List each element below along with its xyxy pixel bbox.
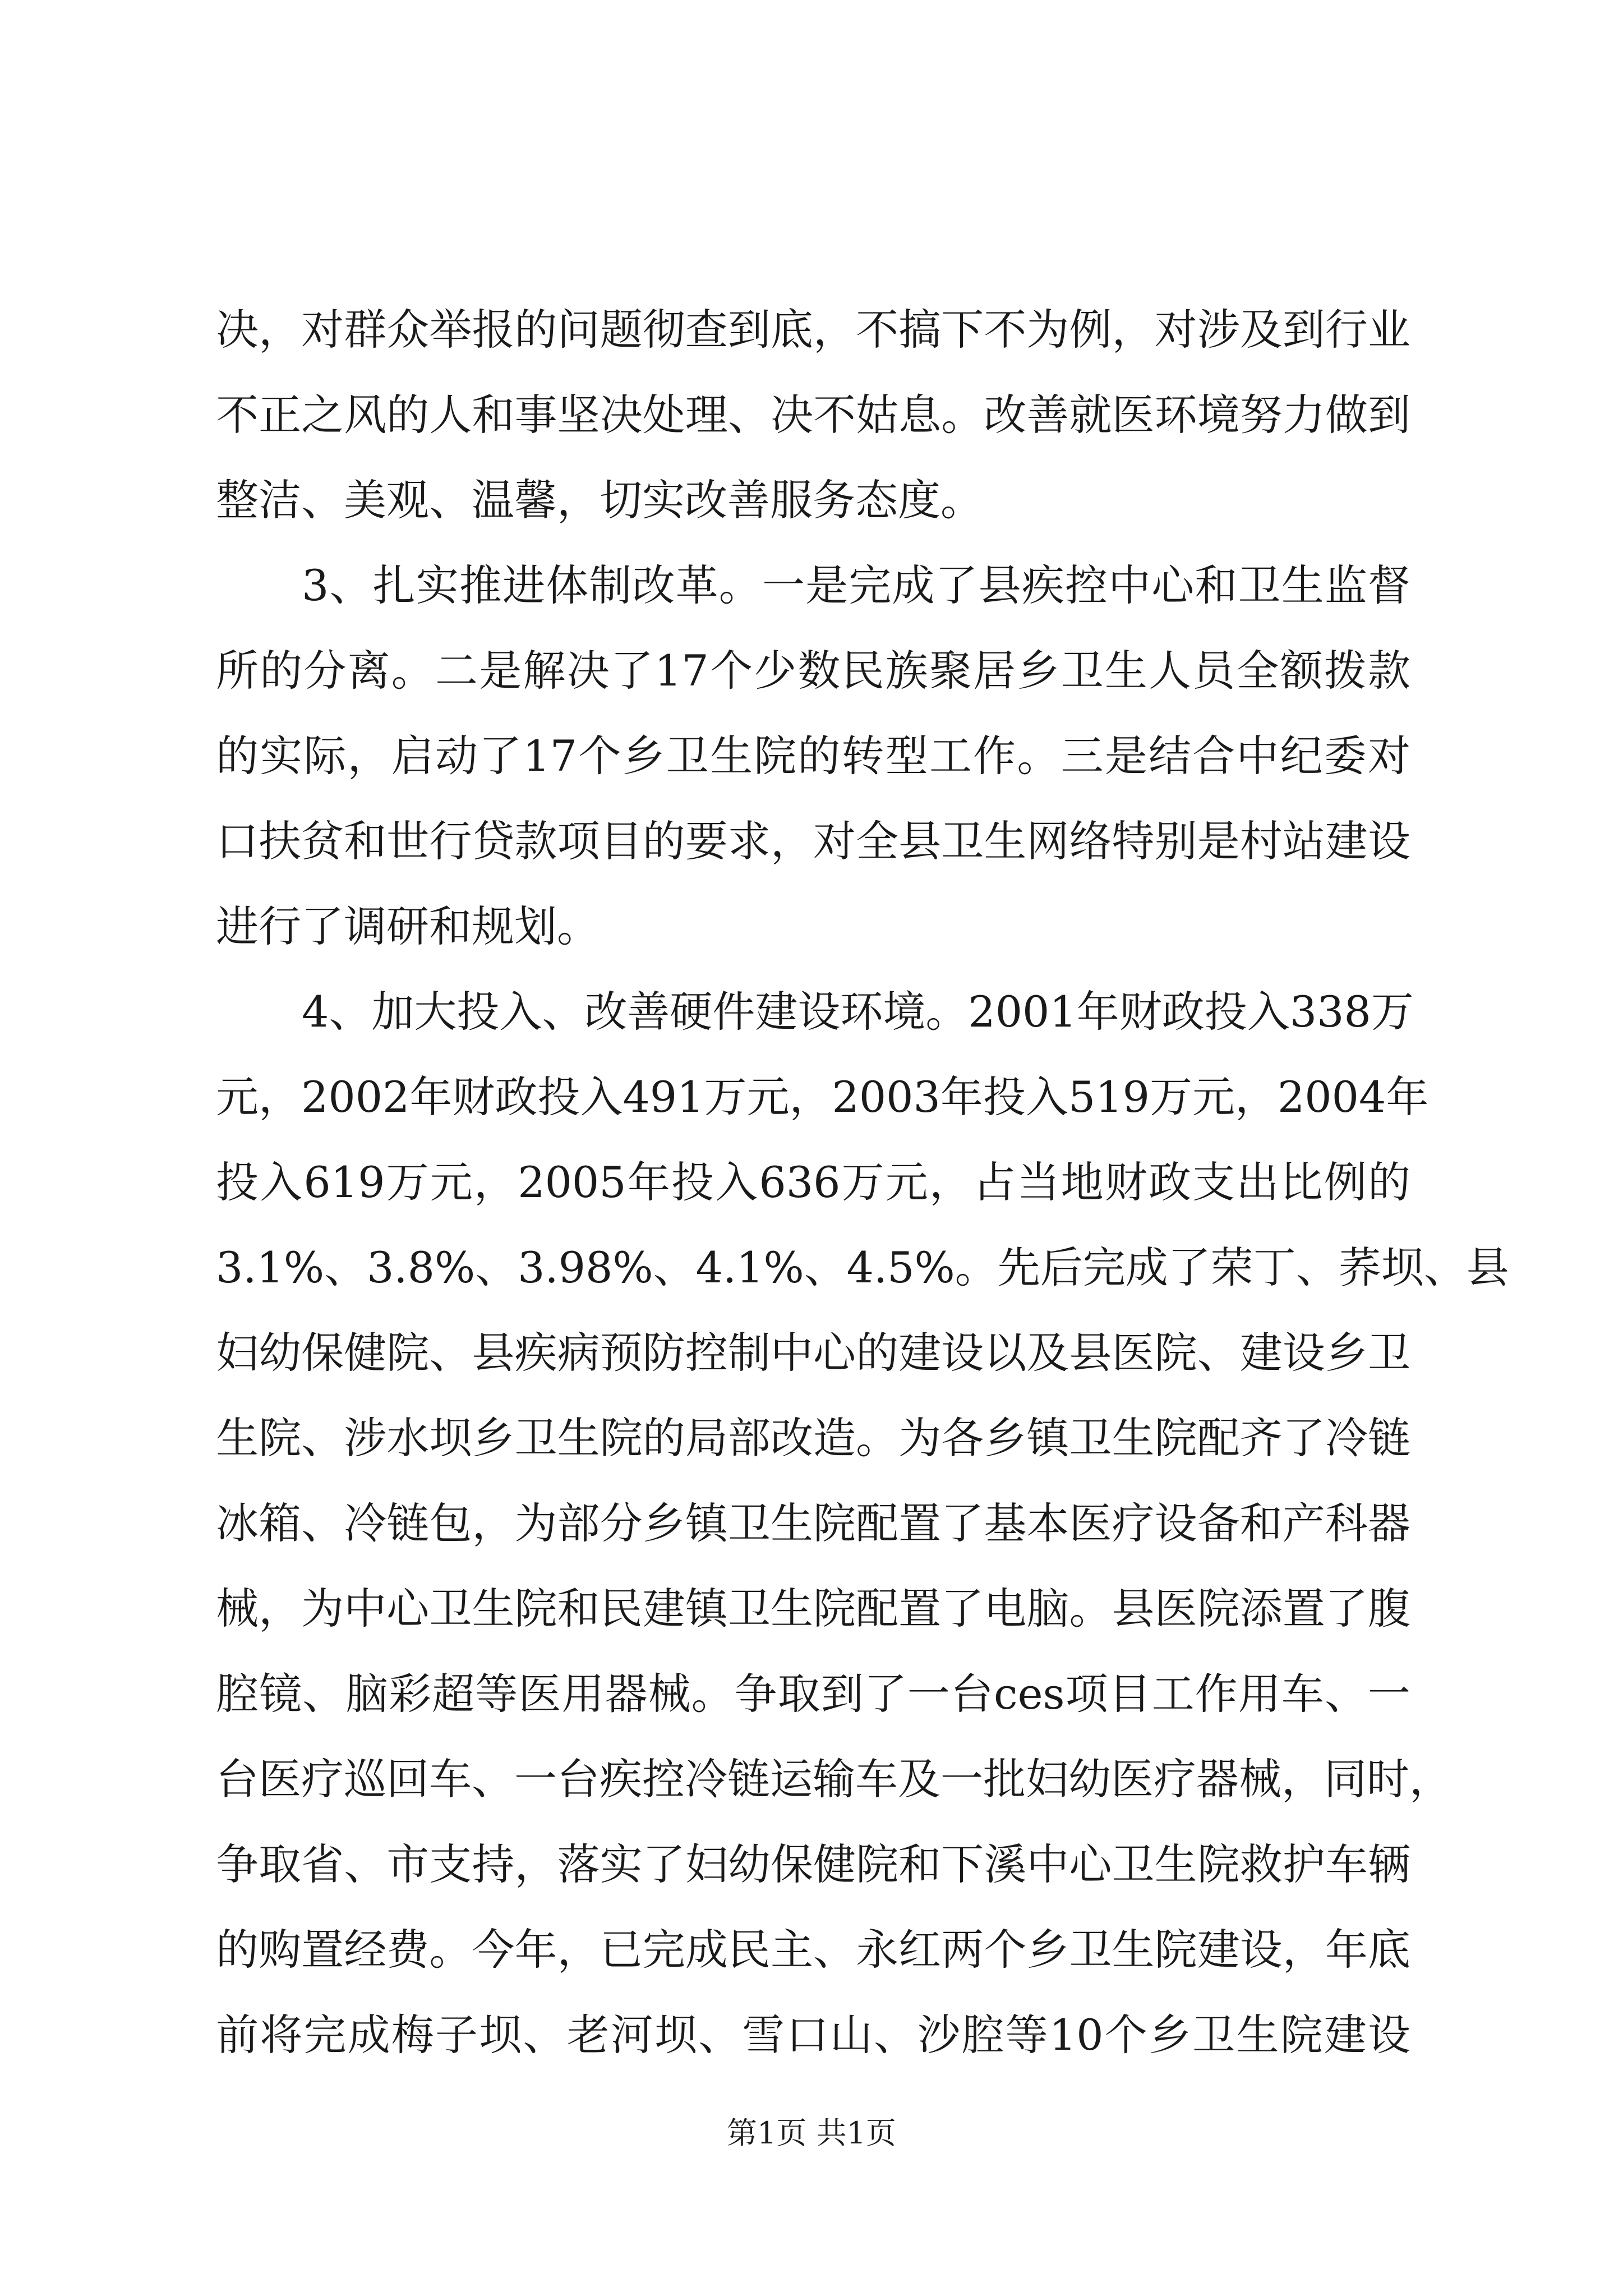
text-line: 生院、涉水坝乡卫生院的局部改造。为各乡镇卫生院配齐了冷链 [216, 1413, 1410, 1463]
text-line: 元，2002年财政投入491万元，2003年投入519万元，2004年 [216, 1072, 1429, 1122]
text-line: 3.1%、3.8%、3.98%、4.1%、4.5%。先后完成了荣丁、荞坝、县 [216, 1243, 1509, 1292]
paragraph-start: 4、加大投入、改善硬件建设环境。2001年财政投入338万 [302, 987, 1414, 1037]
text-line: 的购置经费。今年，已完成民主、永红两个乡卫生院建设，年底 [216, 1925, 1410, 1975]
text-line: 进行了调研和规划。 [216, 901, 600, 951]
text-line: 整洁、美观、温馨，切实改善服务态度。 [216, 475, 983, 525]
text-line: 所的分离。二是解决了17个少数民族聚居乡卫生人员全额拨款 [216, 646, 1410, 696]
text-line: 的实际，启动了17个乡卫生院的转型工作。三是结合中纪委对 [216, 731, 1410, 781]
page-number-footer: 第1页 共1页 [727, 2115, 896, 2151]
text-line: 前将完成梅子坝、老河坝、雪口山、沙腔等10个乡卫生院建设 [216, 2010, 1410, 2060]
text-line: 投入619万元，2005年投入636万元，占当地财政支出比例的 [216, 1157, 1410, 1207]
text-line: 不正之风的人和事坚决处理、决不姑息。改善就医环境努力做到 [216, 390, 1410, 440]
text-line: 台医疗巡回车、一台疾控冷链运输车及一批妇幼医疗器械，同时， [216, 1754, 1452, 1804]
paragraph-start: 3、扎实推进体制改革。一是完成了县疾控中心和卫生监督 [302, 560, 1410, 610]
text-line: 争取省、市支持，落实了妇幼保健院和下溪中心卫生院救护车辆 [216, 1839, 1410, 1889]
text-line: 决，对群众举报的问题彻查到底，不搞下不为例，对涉及到行业 [216, 305, 1410, 355]
text-line: 腔镜、脑彩超等医用器械。争取到了一台ces项目工作用车、一 [216, 1669, 1410, 1719]
text-line: 口扶贫和世行贷款项目的要求，对全县卫生网络特别是村站建设 [216, 816, 1410, 866]
text-line: 冰箱、冷链包，为部分乡镇卫生院配置了基本医疗设备和产科器 [216, 1498, 1410, 1548]
text-line: 械，为中心卫生院和民建镇卫生院配置了电脑。县医院添置了腹 [216, 1584, 1410, 1634]
text-line: 妇幼保健院、县疾病预防控制中心的建设以及县医院、建设乡卫 [216, 1328, 1410, 1378]
